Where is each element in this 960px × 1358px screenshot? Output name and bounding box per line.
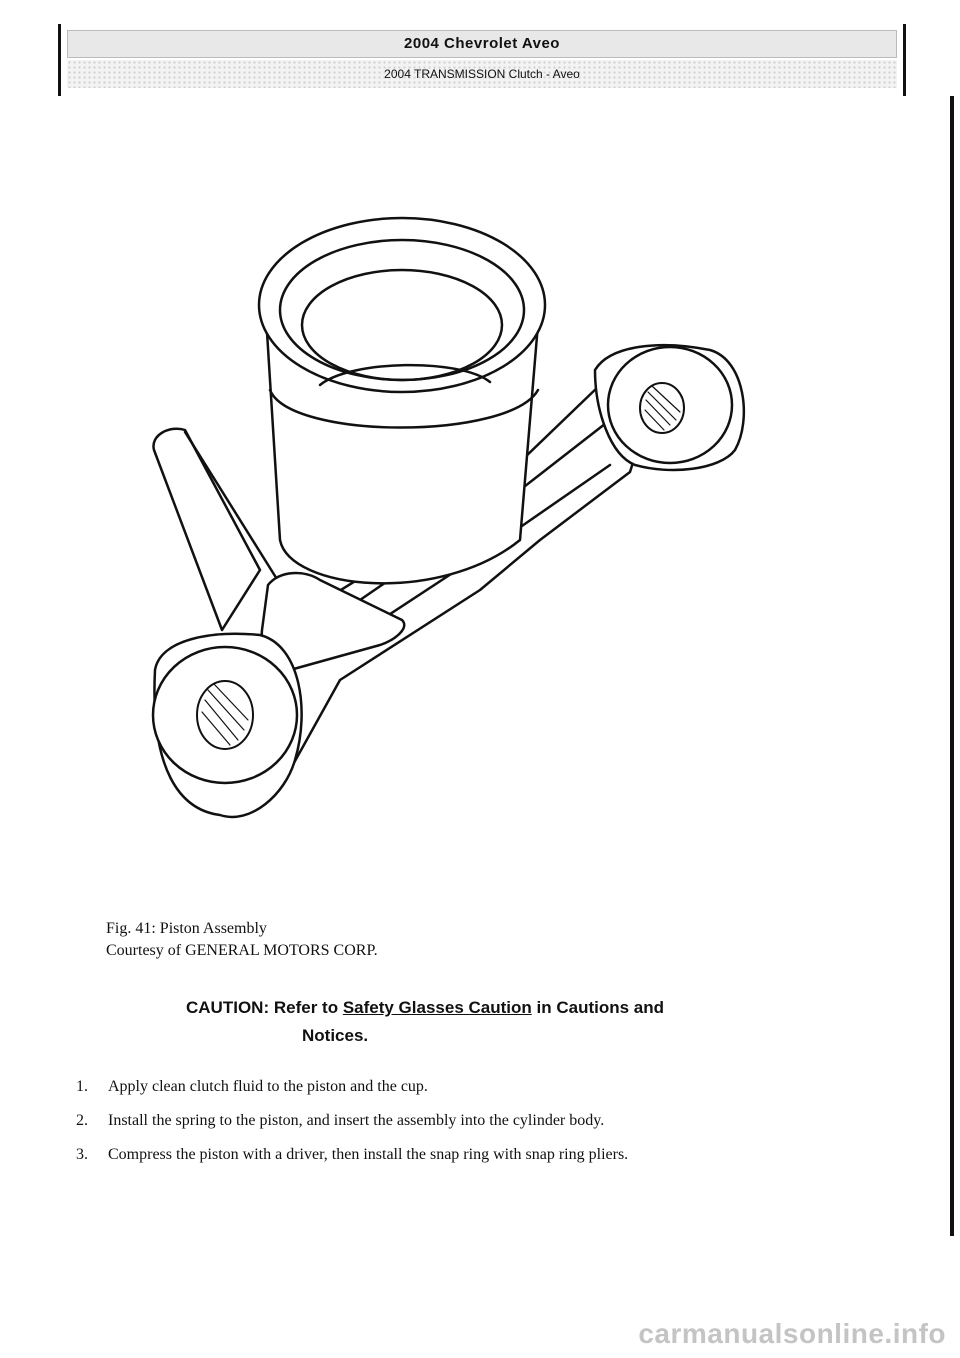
- step-number: 2.: [76, 1112, 88, 1129]
- document-title: 2004 Chevrolet Aveo: [67, 30, 897, 58]
- document-header: [58, 24, 906, 96]
- figure-caption-courtesy: Courtesy of GENERAL MOTORS CORP.: [106, 942, 378, 959]
- list-item: [76, 1104, 628, 1138]
- figure-caption-title: Fig. 41: Piston Assembly: [106, 920, 267, 937]
- step-text: Apply clean clutch fluid to the piston and the cup.: [108, 1078, 428, 1095]
- figure-caption: [106, 918, 378, 962]
- caution-note: [186, 994, 836, 1050]
- watermark: carmanualsonline.info: [638, 1318, 946, 1349]
- caution-label: CAUTION:: [186, 998, 270, 1017]
- list-item: [76, 1138, 628, 1172]
- caution-text-before: Refer to: [273, 998, 339, 1017]
- page-right-rule: [950, 96, 954, 1236]
- caution-line2: Notices.: [302, 1026, 369, 1045]
- procedure-steps: [76, 1070, 628, 1172]
- safety-glasses-caution-link[interactable]: Safety Glasses Caution: [342, 998, 532, 1017]
- step-text: Install the spring to the piston, and insert the assembly into the cylinder body.: [108, 1112, 605, 1129]
- list-item: [76, 1070, 628, 1104]
- side-fin: [153, 429, 260, 630]
- left-boss-face: [153, 647, 297, 783]
- step-text: Compress the piston with a driver, then install the snap ring with snap ring pliers.: [108, 1146, 629, 1163]
- step-number: 1.: [76, 1078, 88, 1095]
- step-number: 3.: [76, 1146, 88, 1163]
- caution-text-after: in Cautions and: [536, 998, 665, 1017]
- piston-assembly-illustration: [140, 210, 770, 840]
- right-boss-face: [608, 347, 732, 463]
- document-subtitle: 2004 TRANSMISSION Clutch - Aveo: [67, 60, 897, 88]
